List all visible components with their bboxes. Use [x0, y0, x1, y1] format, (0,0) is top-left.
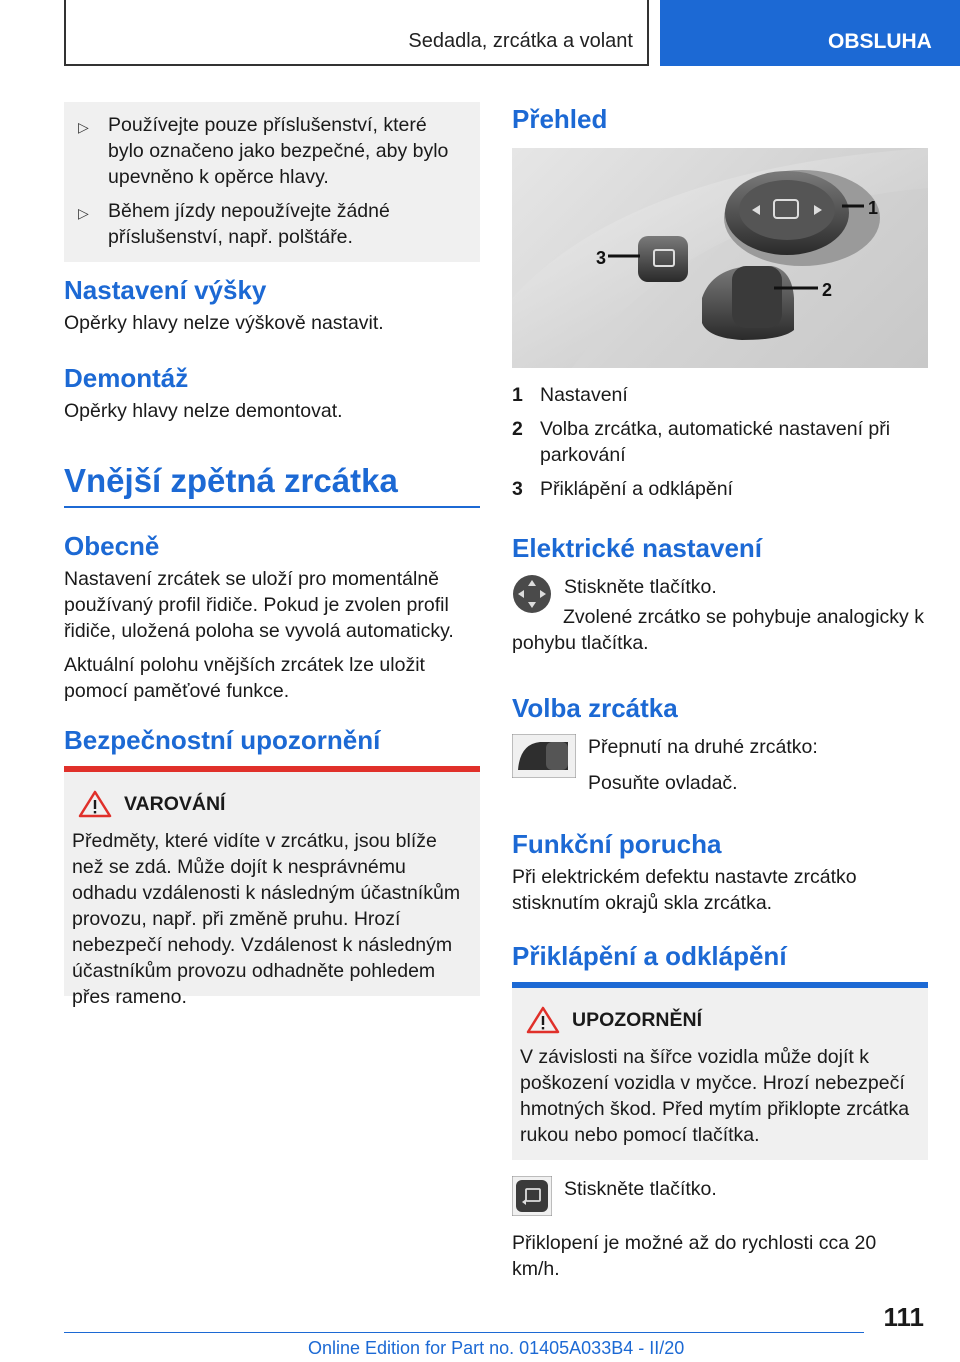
accessory-notes-box	[64, 102, 480, 262]
chapter-tab-label: OBSLUHA	[828, 30, 932, 53]
caution-text: V závislosti na šířce vozidla může dojít k poškození vozidla v myčce. Hrozí nebezpečí hmotných škod. Před mytím přiklopte zrcátka rukou nebo pomocí tlačítka.	[520, 1046, 910, 1146]
electric-text: Zvolené zrcátko se pohybuje analogicky k pohybu tlačítka.	[512, 606, 924, 654]
general-heading: Obecně	[64, 531, 160, 561]
photo-legend	[512, 382, 928, 510]
fold-step: Stiskněte tlačítko.	[512, 1176, 928, 1216]
select-heading: Volba zrcátka	[512, 693, 678, 723]
legend-item: 2 Volba zrcátka, automatické nastavení při parkování	[512, 418, 891, 466]
fold-text: Přiklopení je možné až do rychlosti cca 20 km/h.	[512, 1232, 877, 1280]
mirror-controls-photo	[512, 148, 928, 368]
caution-triangle-icon	[526, 1006, 560, 1034]
warning-text: Předměty, které vidíte v zrcátku, jsou blíže než se zdá. Může dojít k nesprávnému odhadu vzdálenosti k následným účastníkům provozu, např. při změně pruhu. Hrozí nebezpečí nehody. Vzdálenost k následným účastníkům provozu odhadněte pohledem přes rameno.	[72, 830, 461, 1008]
triangle-bullet-icon: ▷	[78, 119, 89, 135]
warning-triangle-icon	[78, 790, 112, 818]
mirror-selector-switch-icon	[512, 734, 576, 778]
fold-mirror-button-icon	[512, 1176, 552, 1216]
electric-heading: Elektrické nastavení	[512, 533, 763, 563]
mirrors-heading: Vnější zpětná zrcátka	[64, 462, 398, 499]
general-text-2: Aktuální polohu vnějších zrcátek lze uložit pomocí paměťové funkce.	[64, 654, 425, 702]
header-separator	[649, 0, 659, 66]
general-text-1: Nastavení zrcátek se uloží pro momentálně používaný profil řidiče. Pokud je zvolen profil řidiče, uložená poloha se vyvolá automaticky.	[64, 568, 454, 642]
page-number: 111	[883, 1302, 924, 1332]
select-steps: Přepnutí na druhé zrcátko: Posuňte ovladač.	[512, 734, 928, 796]
fault-heading: Funkční porucha	[512, 829, 722, 859]
legend-item: 3 Přiklápění a odklápění	[512, 478, 733, 500]
footer-rule	[64, 1332, 864, 1333]
height-heading: Nastavení výšky	[64, 275, 267, 305]
safety-heading: Bezpečnostní upozornění	[64, 725, 381, 755]
fold-heading: Přiklápění a odklápění	[512, 941, 787, 971]
callout-2: 2	[822, 280, 833, 300]
caution-box	[512, 982, 928, 1160]
overview-heading: Přehled	[512, 104, 608, 134]
legend-item: 1 Nastavení	[512, 384, 628, 406]
warning-label: VAROVÁNÍ	[124, 792, 226, 815]
electric-step: Stiskněte tlačítko.	[512, 574, 928, 614]
removal-heading: Demontáž	[64, 363, 189, 393]
header-frame	[64, 0, 649, 66]
caution-label: UPOZORNĚNÍ	[572, 1008, 703, 1031]
door-panel-illustration	[512, 148, 928, 368]
callout-1: 1	[868, 198, 879, 218]
chapter-tab[interactable]	[660, 0, 960, 66]
warning-box	[64, 766, 480, 1008]
removal-text: Opěrky hlavy nelze demontovat.	[64, 400, 343, 422]
note-item: ▷ Používejte pouze příslušenství, které bylo označeno jako bezpečné, aby bylo upevněno k opěrce hlavy.	[78, 114, 449, 188]
triangle-bullet-icon: ▷	[78, 205, 89, 221]
edition-footer: Online Edition for Part no. 01405A033B4 - II/20	[308, 1338, 685, 1358]
section-title: Sedadla, zrcátka a volant	[408, 30, 633, 52]
height-text: Opěrky hlavy nelze výškově nastavit.	[64, 312, 384, 334]
fault-text: Při elektrickém defektu nastavte zrcátko stisknutím okrajů skla zrcátka.	[512, 866, 857, 914]
callout-3: 3	[596, 248, 607, 268]
note-item: ▷ Během jízdy nepoužívejte žádné příslušenství, např. polštáře.	[78, 200, 390, 248]
heading-rule	[64, 506, 480, 508]
